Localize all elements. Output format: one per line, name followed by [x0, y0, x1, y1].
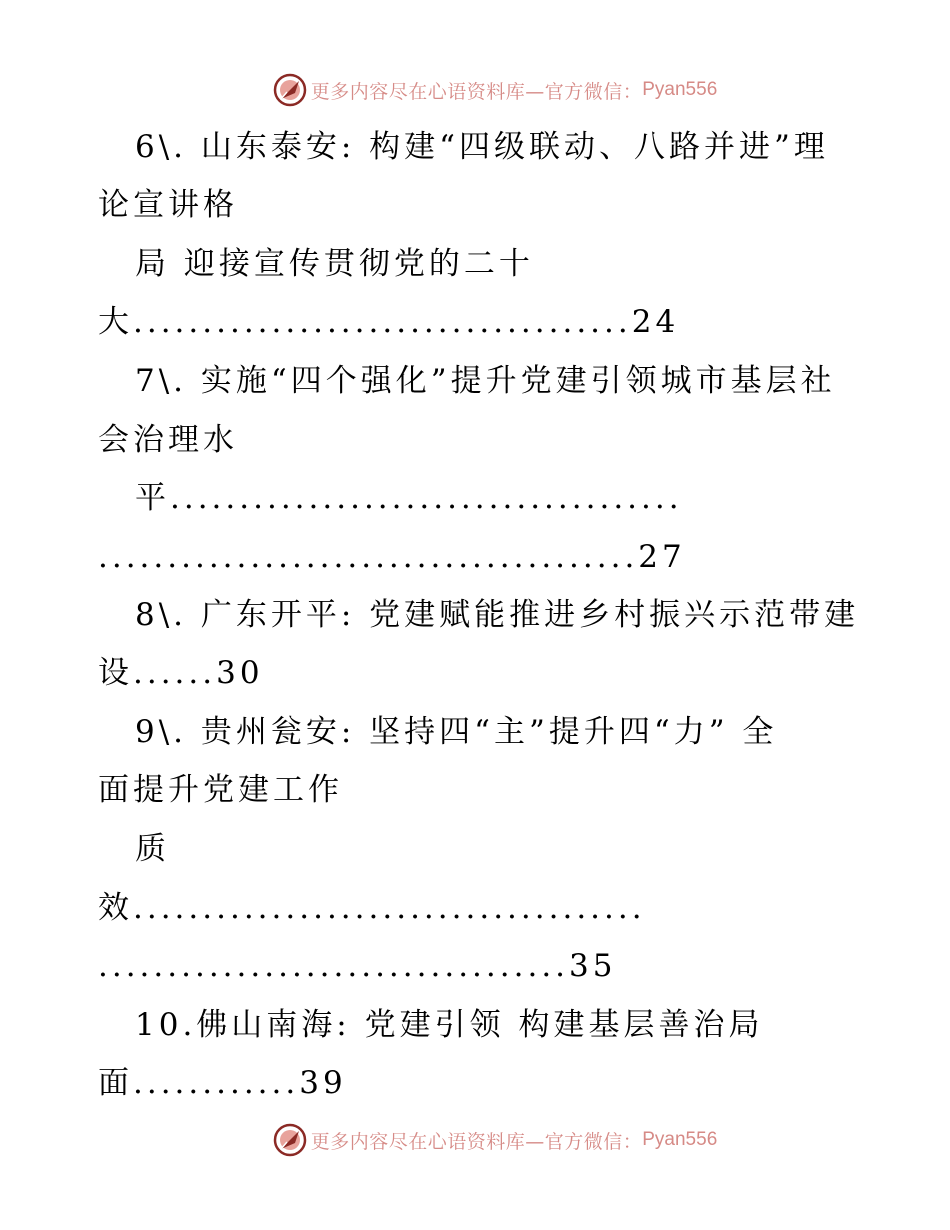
- watermark-contact-text: Pyan556: [642, 79, 718, 100]
- toc-line: 大....................................24: [98, 304, 680, 340]
- toc-line: 面提升党建工作: [98, 772, 343, 808]
- toc-line: ..................................35: [98, 948, 617, 984]
- toc-line: 论宣讲格: [98, 187, 238, 223]
- toc-line: 质: [135, 831, 170, 867]
- toc-line: 9\. 贵州瓮安: 坚持四“主”提升四“力” 全: [135, 714, 778, 750]
- toc-line: 8\. 广东开平: 党建赋能推进乡村振兴示范带建: [135, 597, 860, 633]
- quill-logo-icon: [273, 1123, 307, 1157]
- toc-line: 面............39: [98, 1065, 347, 1101]
- watermark-brand-text: 更多内容尽在心语资料库—官方微信：: [310, 1130, 643, 1153]
- toc-line: 设......30: [98, 655, 264, 691]
- watermark-brand-text: 更多内容尽在心语资料库—官方微信：: [310, 80, 643, 103]
- toc-line: 局 迎接宣传贯彻党的二十: [135, 246, 534, 282]
- toc-line: 7\. 实施“四个强化”提升党建引领城市基层社: [135, 363, 836, 399]
- header-watermark: [0, 70, 950, 110]
- footer-watermark: [0, 1120, 950, 1160]
- quill-logo-icon: [273, 73, 307, 107]
- toc-line: .......................................27: [98, 539, 686, 575]
- toc-line: 效.....................................: [98, 890, 646, 926]
- toc-line: 6\. 山东泰安: 构建“四级联动、八路并进”理: [135, 129, 829, 165]
- watermark-contact-text: Pyan556: [642, 1129, 718, 1150]
- toc-line: 会治理水: [98, 422, 238, 458]
- toc-line: 10.佛山南海: 党建引领 构建基层善治局: [135, 1007, 764, 1043]
- toc-line: 平.....................................: [135, 480, 683, 516]
